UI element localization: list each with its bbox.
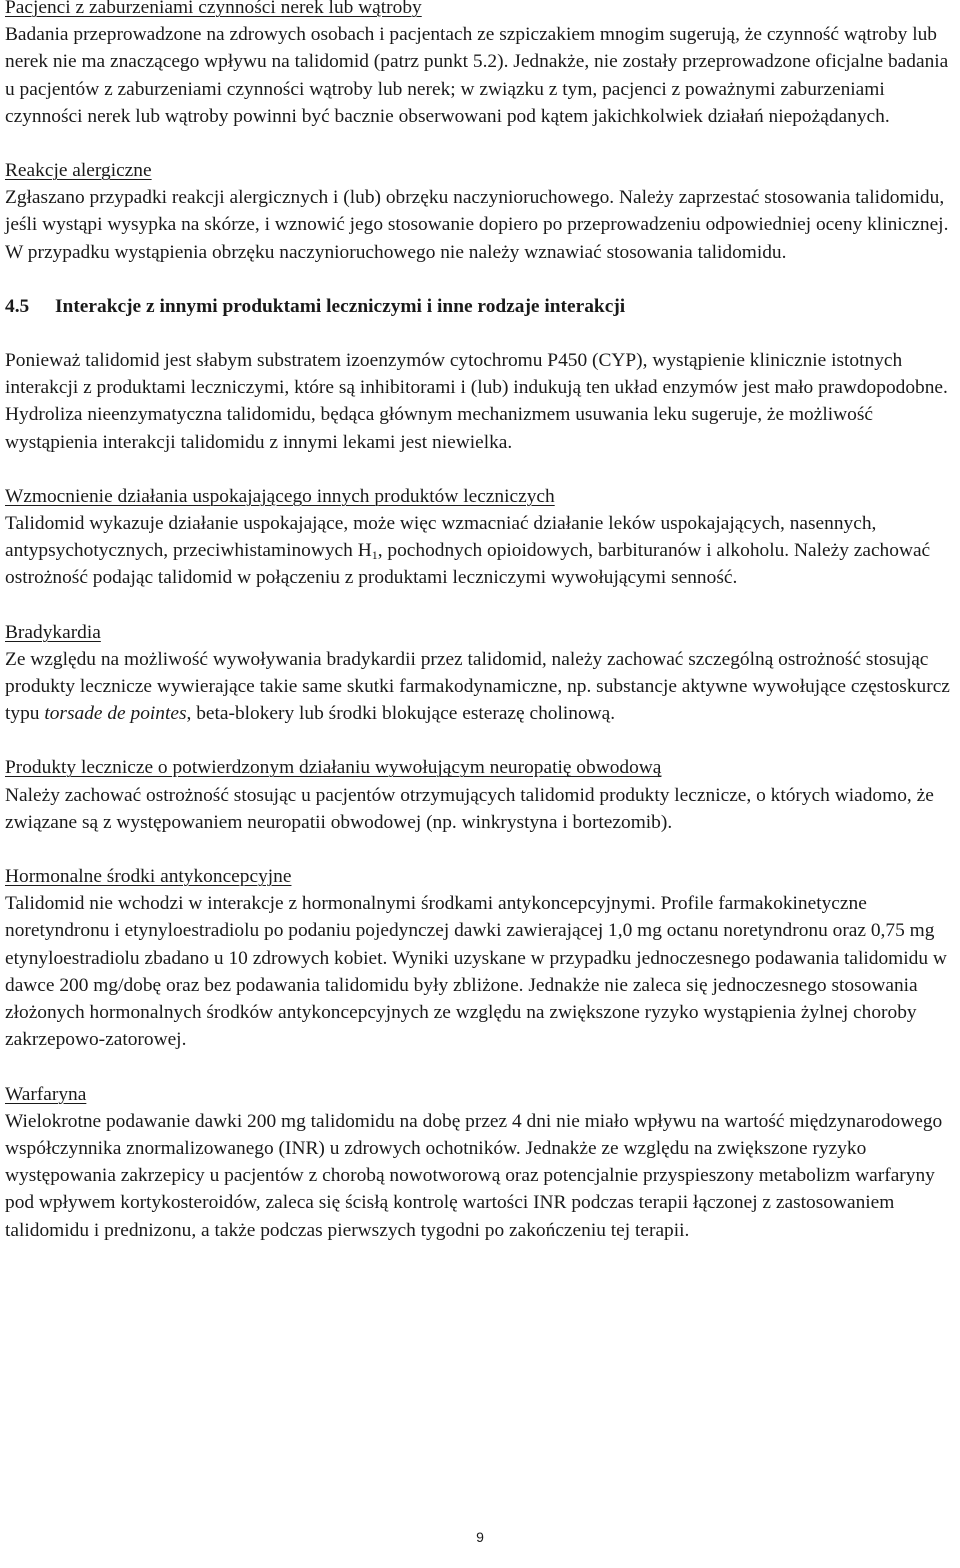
subsection-title: Bradykardia — [5, 621, 101, 643]
paragraph: Wielokrotne podawanie dawki 200 mg talidomidu na dobę przez 4 dni nie miało wpływu na wartość międzynarodowego współczynnika znormalizowanego (INR) u zdrowych ochotników. Jednakże ze względu na zwiększone ryzyko występowania zakrzepicy u pacjentów z chorobą nowotworową oraz potencjalnie przyspieszony metabolizm warfaryny pod wpływem kortykosteroidów, zaleca się ścisłą kontrolę wartości INR podczas terapii łączonej z zastosowaniem talidomidu i prednizonu, a także podczas pierwszych tygodni po zakończeniu tej terapii. — [5, 1110, 943, 1241]
subsection-title: Wzmocnienie działania uspokajającego innych produktów leczniczych — [5, 485, 555, 507]
section-sedative — [5, 483, 955, 592]
paragraph — [5, 510, 955, 592]
section-contraceptives — [5, 863, 955, 1053]
paragraph — [5, 646, 955, 728]
spacer — [5, 727, 955, 754]
section-allergic-reactions — [5, 157, 955, 266]
spacer — [5, 1054, 955, 1081]
section-neuropathy — [5, 754, 955, 836]
subsection-title: Reakcje alergiczne — [5, 160, 152, 182]
spacer — [5, 592, 955, 619]
subsection-title: Pacjenci z zaburzeniami czynności nerek lub wątroby — [5, 0, 422, 18]
italic-term: torsade de pointes — [44, 703, 187, 725]
spacer — [5, 130, 955, 157]
paragraph-text: , pochodnych opioidowych, barbituranów i alkoholu. Należy zachować ostrożność podając talidomid w połączeniu z produktami leczniczymi wywołującymi senność. — [5, 540, 931, 589]
spacer — [5, 320, 955, 347]
intro-paragraph: Ponieważ talidomid jest słabym substratem izoenzymów cytochromu P450 (CYP), wystąpienie klinicznie istotnych interakcji z produktami leczniczymi, które są inhibitorami i (lub) indukują ten układ enzymów jest mało prawdopodobne. Hydroliza nieenzymatyczna talidomidu, będąca głównym mechanizmem usuwania leku sugeruje, że możliwość wystąpienia interakcji talidomidu z innymi lekami jest niewielka. — [5, 350, 948, 453]
subsection-title: Warfaryna — [5, 1083, 87, 1105]
section-liver-kidney — [5, 0, 955, 130]
section-warfarin — [5, 1081, 955, 1244]
page-number: 9 — [476, 1529, 484, 1545]
subsection-title: Produkty lecznicze o potwierdzonym działaniu wywołującym neuropatię obwodową — [5, 757, 662, 779]
spacer — [5, 266, 955, 293]
section-heading — [5, 293, 955, 320]
paragraph: Badania przeprowadzone na zdrowych osobach i pacjentach ze szpiczakiem mnogim sugerują, że czynność wątroby lub nerek nie ma znaczącego wpływu na talidomid (patrz punkt 5.2). Jednakże, nie zostały przeprowadzone oficjalne badania u pacjentów z zaburzeniami czynności wątroby lub nerek; w związku z tym, pacjenci z poważnymi zaburzeniami czynności nerek lub wątroby powinni być bacznie obserwowani pod kątem jakichkolwiek działań niepożądanych. — [5, 24, 949, 127]
subscript: 1 — [371, 548, 378, 563]
section-heading-title: Interakcje z innymi produktami leczniczymi i inne rodzaje interakcji — [55, 295, 626, 317]
spacer — [5, 456, 955, 483]
paragraph: Należy zachować ostrożność stosując u pacjentów otrzymujących talidomid produkty lecznicze, o których wiadomo, że związane są z występowaniem neuropatii obwodowej (np. winkrystyna i bortezomib). — [5, 784, 934, 833]
paragraph-text: Talidomid wykazuje działanie uspokajające, może więc wzmacniać działanie leków uspokajających, nasennych, antypsychotycznych, przeciwhistaminowych H — [5, 513, 877, 562]
document-page — [5, 0, 955, 1244]
section-bradycardia — [5, 619, 955, 728]
paragraph: Zgłaszano przypadki reakcji alergicznych i (lub) obrzęku naczynioruchowego. Należy zaprzestać stosowania talidomidu, jeśli wystąpi wysypka na skórze, i wznowić jego stosowanie dopiero po przeprowadzeniu odpowiedniej oceny klinicznej. W przypadku wystąpienia obrzęku naczynioruchowego nie należy wznawiać stosowania talidomidu. — [5, 187, 949, 263]
paragraph-text: , beta-blokery lub środki blokujące esterazę cholinową. — [186, 703, 616, 725]
spacer — [5, 836, 955, 863]
section-number: 4.5 — [5, 295, 30, 317]
paragraph: Talidomid nie wchodzi w interakcje z hormonalnymi środkami antykoncepcyjnymi. Profile farmakokinetyczne noretyndronu i etynyloestradiolu po podaniu pojedynczej dawki zawierającej 1,0 mg octanu noretyndronu oraz 0,75 mg etynyloestradiolu zbadano u 10 zdrowych kobiet. Wyniki uzyskane w przypadku jednoczesnego podawania talidomidu w dawce 200 mg/dobę oraz bez podawania talidomidu były zbliżone. Jednakże nie zaleca się jednoczesnego stosowania złożonych hormonalnych środków antykoncepcyjnych ze względu na zwiększone ryzyko wystąpienia żylnej choroby zakrzepowo-zatorowej. — [5, 893, 947, 1051]
paragraph-text: Ze względu na możliwość wywoływania bradykardii przez talidomid, należy zachować szczególną ostrożność stosując produkty lecznicze wywierające takie same skutki farmakodynamiczne, np. substancje aktywne wywołujące częstoskurcz typu — [5, 648, 950, 725]
subsection-title: Hormonalne środki antykoncepcyjne — [5, 866, 292, 888]
